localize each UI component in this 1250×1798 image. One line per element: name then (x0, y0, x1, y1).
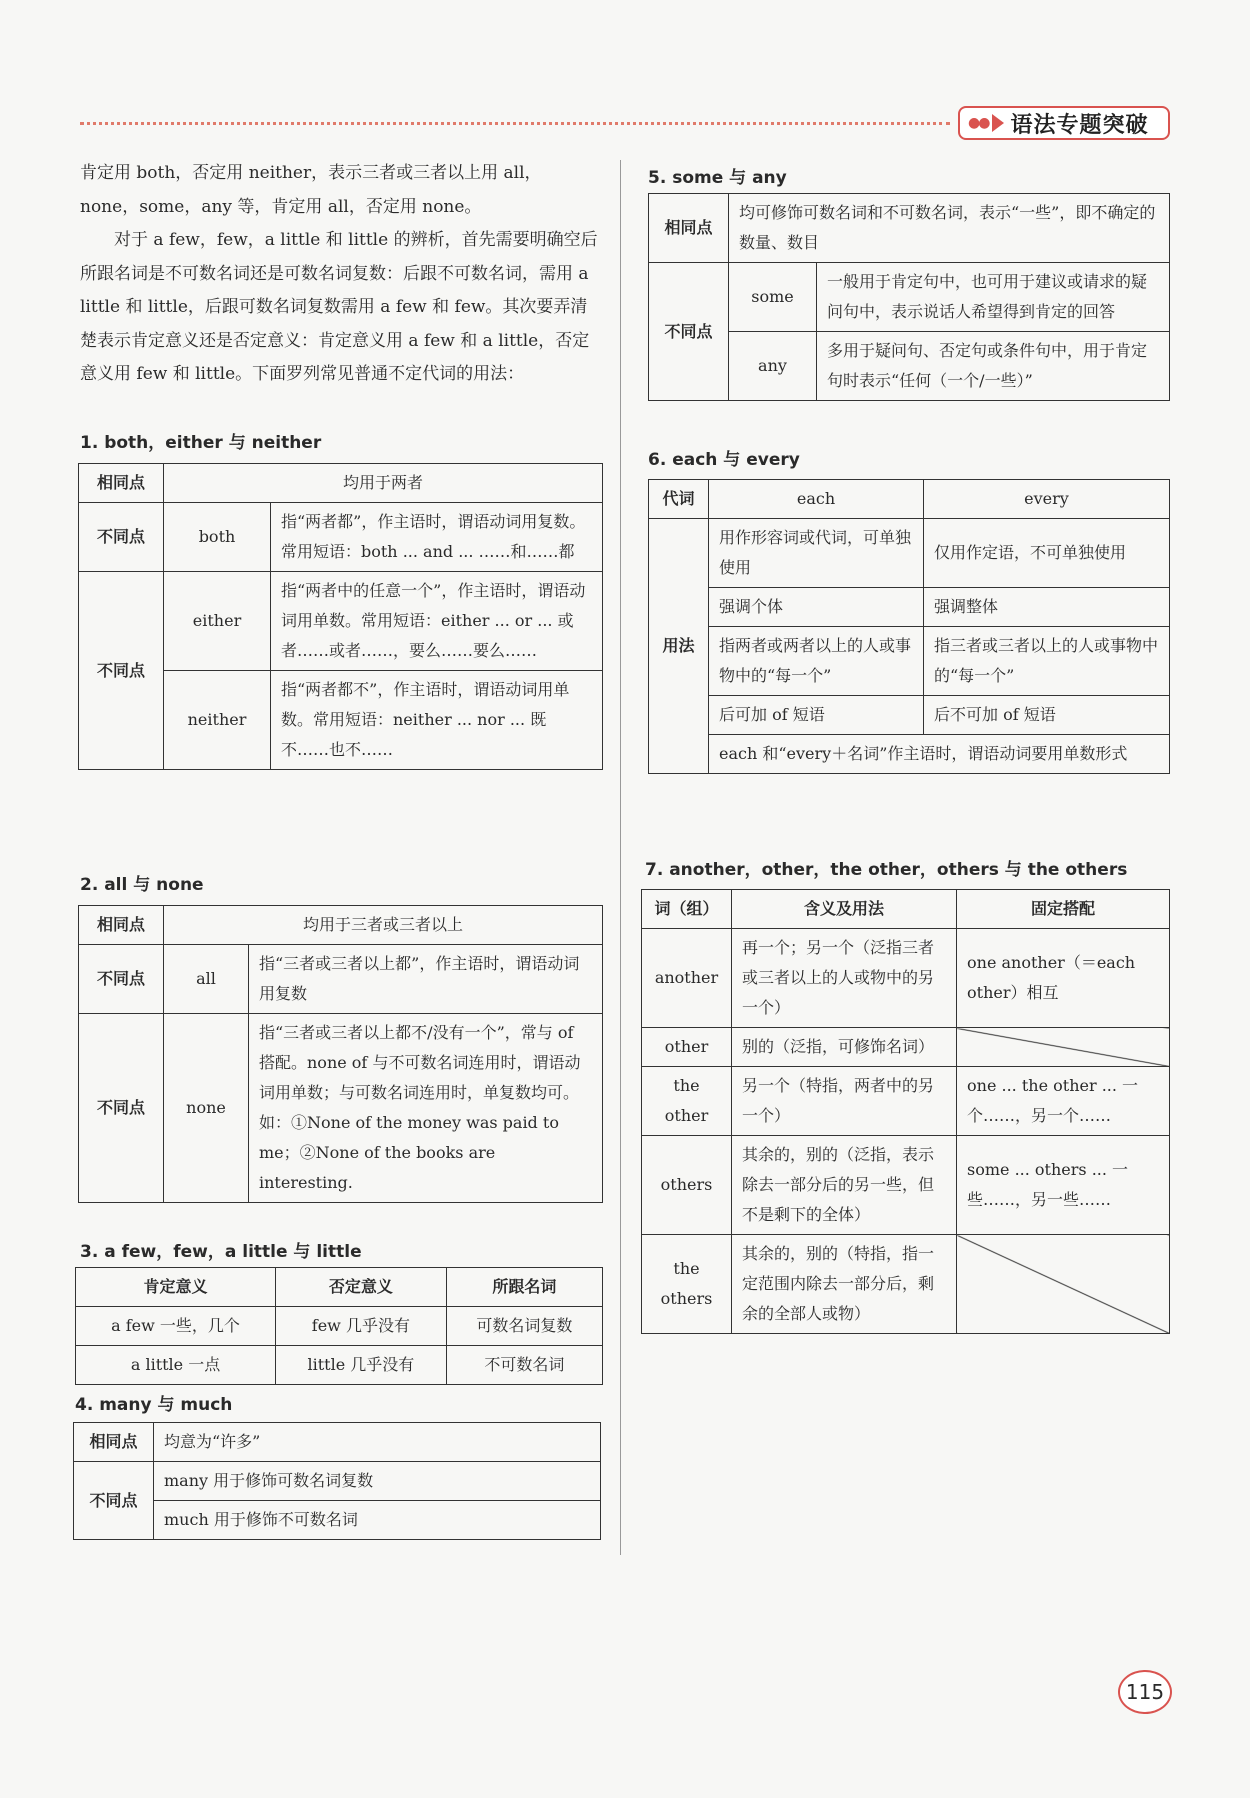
cell: 其余的，别的（泛指，表示除去一部分后的另一些，但不是剩下的全体） (732, 1136, 957, 1235)
header-title: 语法专题突破 (1010, 112, 1149, 138)
much-usage: much 用于修饰不可数名词 (154, 1501, 601, 1540)
diff-point-label: 不同点 (79, 1014, 164, 1203)
word-both: both (164, 503, 271, 572)
some-usage: 一般用于肯定句中，也可用于建议或请求的疑问句中，表示说话人希望得到肯定的回答 (817, 263, 1170, 332)
any-usage: 多用于疑问句、否定句或条件句中，用于肯定句时表示“任何（一个/一些）” (817, 332, 1170, 401)
neither-usage: 指“两者都不”，作主语时，谓语动词用单数。常用短语：neither ... nor ... 既不……也不…… (271, 671, 603, 770)
header-tab (958, 106, 1170, 140)
table-row (649, 519, 1170, 588)
many-usage: many 用于修饰可数名词复数 (154, 1462, 601, 1501)
cell: a few 一些，几个 (76, 1307, 276, 1346)
none-usage: 指“三者或三者以上都不/没有一个”，常与 of 搭配。none of 与不可数名词连用时，谓语动词用单数；与可数名词连用时，单复数均可。如：①None of the money was paid to me；②None of the books are interesting. (249, 1014, 603, 1203)
cell: little 几乎没有 (276, 1346, 447, 1385)
column-divider (620, 160, 621, 1555)
header-dots-icon: ●● (968, 115, 989, 131)
cell: few 几乎没有 (276, 1307, 447, 1346)
cell: the other (642, 1067, 732, 1136)
table-row (76, 1307, 603, 1346)
word-every: every (924, 480, 1170, 519)
table-row (76, 1346, 603, 1385)
table-row (649, 588, 1170, 627)
header-arrow-icon (992, 114, 1004, 132)
table-row (642, 1235, 1170, 1334)
section-7-title: 7. another，other，the other，others 与 the others (645, 860, 1128, 880)
section-5-title: 5. some 与 any (648, 168, 787, 188)
table-many-much (73, 1422, 601, 1540)
word-each: each (709, 480, 924, 519)
col-header-meaning: 含义及用法 (732, 890, 957, 929)
cell: some ... others ... 一些……，另一些…… (957, 1136, 1170, 1235)
cell: 仅用作定语，不可单独使用 (924, 519, 1170, 588)
cell: 用作形容词或代词，可单独使用 (709, 519, 924, 588)
cell: other (642, 1028, 732, 1067)
word-some: some (729, 263, 817, 332)
cell: 不可数名词 (446, 1346, 602, 1385)
table-few-little (75, 1267, 603, 1385)
cell: 另一个（特指，两者中的另一个） (732, 1067, 957, 1136)
table-all-none (78, 905, 603, 1203)
cell: 后不可加 of 短语 (924, 696, 1170, 735)
each-every-note: each 和“every＋名词”作主语时，谓语动词要用单数形式 (709, 735, 1170, 774)
intro-paragraph-2: 对于 a few，few，a little 和 little 的辨析，首先需要明确空后所跟名词是不可数名词还是可数名词复数：后跟不可数名词，需用 a little 和 little，后跟可数名词复数需用 a few 和 few。其次要弄清楚表示肯定意义还是否定意义：肯定意义用 a few 和 a little，否定意义用 few 和 little。下面罗列常见普通不定代词的用法： (80, 230, 598, 384)
cell: others (642, 1136, 732, 1235)
same-point-text: 均意为“许多” (154, 1423, 601, 1462)
diff-point-label: 不同点 (79, 572, 164, 770)
usage-label: 用法 (649, 519, 709, 774)
header-dotted-line (80, 122, 950, 125)
table-another-other (641, 889, 1170, 1334)
same-point-label: 相同点 (74, 1423, 154, 1462)
table-row (642, 1028, 1170, 1067)
both-usage: 指“两者都”，作主语时，谓语动词用复数。常用短语：both ... and ... ……和……都 (271, 503, 603, 572)
same-point-label: 相同点 (79, 906, 164, 945)
cell: one ... the other ... 一个……，另一个…… (957, 1067, 1170, 1136)
diff-point-label: 不同点 (79, 945, 164, 1014)
table-some-any (648, 193, 1170, 401)
table-row (642, 929, 1170, 1028)
pronoun-label: 代词 (649, 480, 709, 519)
empty-diagonal-cell (957, 1028, 1170, 1067)
diff-point-label: 不同点 (79, 503, 164, 572)
same-point-text: 均用于三者或三者以上 (164, 906, 603, 945)
either-usage: 指“两者中的任意一个”，作主语时，谓语动词用单数。常用短语：either ... or ... 或者……或者……，要么……要么…… (271, 572, 603, 671)
cell: 再一个；另一个（泛指三者或三者以上的人或物中的另一个） (732, 929, 957, 1028)
same-point-text: 均可修饰可数名词和不可数名词，表示“一些”，即不确定的数量、数目 (729, 194, 1170, 263)
section-6-title: 6. each 与 every (648, 450, 800, 470)
table-each-every (648, 479, 1170, 774)
cell: 其余的，别的（特指，指一定范围内除去一部分后，剩余的全部人或物） (732, 1235, 957, 1334)
cell: 别的（泛指，可修饰名词） (732, 1028, 957, 1067)
word-any: any (729, 332, 817, 401)
cell: 强调个体 (709, 588, 924, 627)
cell: a little 一点 (76, 1346, 276, 1385)
cell: 指三者或三者以上的人或事物中的“每一个” (924, 627, 1170, 696)
col-header-noun: 所跟名词 (446, 1268, 602, 1307)
empty-diagonal-cell (957, 1235, 1170, 1334)
section-4-title: 4. many 与 much (75, 1395, 233, 1415)
page-number: 115 (1118, 1670, 1172, 1714)
table-row (649, 627, 1170, 696)
cell: 后可加 of 短语 (709, 696, 924, 735)
col-header-word: 词（组） (642, 890, 732, 929)
col-header-negative: 否定意义 (276, 1268, 447, 1307)
cell: 强调整体 (924, 588, 1170, 627)
diff-point-label: 不同点 (649, 263, 729, 401)
col-header-positive: 肯定意义 (76, 1268, 276, 1307)
section-3-title: 3. a few，few，a little 与 little (80, 1242, 362, 1262)
intro-paragraph-1: 肯定用 both，否定用 neither，表示三者或三者以上用 all，none，some，any 等，肯定用 all，否定用 none。 (80, 163, 542, 217)
word-either: either (164, 572, 271, 671)
cell: 指两者或两者以上的人或事物中的“每一个” (709, 627, 924, 696)
all-usage: 指“三者或三者以上都”，作主语时，谓语动词用复数 (249, 945, 603, 1014)
col-header-collocation: 固定搭配 (957, 890, 1170, 929)
word-all: all (164, 945, 249, 1014)
table-row (642, 1136, 1170, 1235)
same-point-label: 相同点 (649, 194, 729, 263)
diff-point-label: 不同点 (74, 1462, 154, 1540)
cell: 可数名词复数 (446, 1307, 602, 1346)
same-point-text: 均用于两者 (164, 464, 603, 503)
same-point-label: 相同点 (79, 464, 164, 503)
word-neither: neither (164, 671, 271, 770)
table-both-either-neither (78, 463, 603, 770)
cell: the others (642, 1235, 732, 1334)
table-row (649, 735, 1170, 774)
table-row (649, 696, 1170, 735)
word-none: none (164, 1014, 249, 1203)
table-row (642, 1067, 1170, 1136)
section-1-title: 1. both，either 与 neither (80, 433, 322, 453)
section-2-title: 2. all 与 none (80, 875, 204, 895)
cell: another (642, 929, 732, 1028)
cell: one another（＝each other）相互 (957, 929, 1170, 1028)
